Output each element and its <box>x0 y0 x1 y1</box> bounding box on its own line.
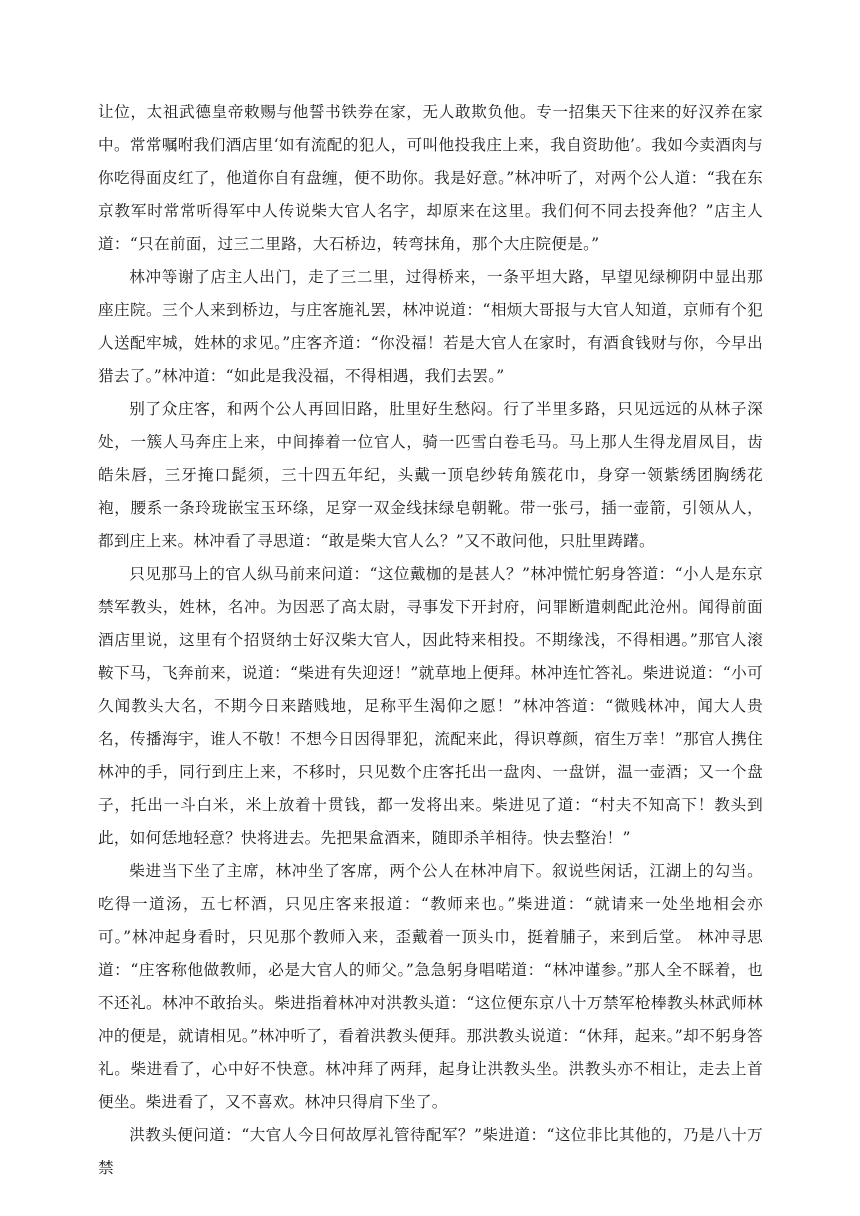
paragraph-3: 别了众庄客，和两个公人再回旧路，肚里好生愁闷。行了半里多路，只见远远的从林子深处，一簇人马奔庄上来，中间捧着一位官人，骑一匹雪白卷毛马。马上那人生得龙眉凤目，齿皓朱唇，三牙掩口髭须，三十四五年纪，头戴一顶皂纱转角簇花巾，身穿一领紫绣团胸绣花袍，腰系一条玲珑嵌宝玉环绦，足穿一双金线抹绿皂朝靴。带一张弓，插一壶箭，引领从人，都到庄上来。林冲看了寻思道：“敢是柴大官人么？”又不敢问他，只肚里踌躇。 <box>98 400 763 550</box>
paragraph-5: 柴进当下坐了主席，林冲坐了客席，两个公人在林冲肩下。叙说些闲话，江湖上的勾当。吃得一道汤，五七杯酒，只见庄客来报道：“教师来也。”柴进道：“就请来一处坐地相会亦可。”林冲起身看时，只见那个教师入来，歪戴着一顶头巾，挺着脯子，来到后堂。 林冲寻思道：“庄客称他做教师，必是大官人的师父。”急急躬身唱喏道：“林冲谨参。”那人全不睬着，也不还礼。林冲不敢抬头。柴进指着林冲对洪教头道：“这位便东京八十万禁军枪棒教头林武师林冲的便是，就请相见。”林冲听了，看着洪教头便拜。那洪教头说道：“休拜，起来。”却不躬身答礼。柴进看了，心中好不快意。林冲拜了两拜，起身让洪教头坐。洪教头亦不相让，走去上首便坐。柴进看了，又不喜欢。林冲只得肩下坐了。 <box>98 862 763 1111</box>
paragraph-6: 洪教头便问道：“大官人今日何故厚礼管待配军？”柴进道：“这位非比其他的，乃是八十万禁 <box>98 1126 763 1177</box>
paragraph-1: 让位，太祖武德皇帝敕赐与他誓书铁券在家，无人敢欺负他。专一招集天下往来的好汉养在家中。常常嘱咐我们酒店里‘如有流配的犯人，可叫他投我庄上来，我自资助他’。我如今卖酒肉与你吃得面皮红了，他道你自有盘缠，便不助你。我是好意。”林冲听了，对两个公人道：“我在东京教军时常常听得军中人传说柴大官人名字，却原来在这里。我们何不同去投奔他？”店主人道：“只在前面，过三二里路，大石桥边，转弯抹角，那个大庄院便是。” <box>98 103 763 253</box>
paragraph-4: 只见那马上的官人纵马前来问道：“这位戴枷的是甚人？”林冲慌忙躬身答道：“小人是东京禁军教头，姓林，名冲。为因恶了高太尉，寻事发下开封府，问罪断遣刺配此沧州。闻得前面酒店里说，这里有个招贤纳士好汉柴大官人，因此特来相投。不期缘浅，不得相遇。”那官人滚鞍下马，飞奔前来，说道：“柴进有失迎迓！”就草地上便拜。林冲连忙答礼。柴进说道：“小可久闻教头大名，不期今日来踏贱地，足称平生渴仰之愿！”林冲答道：“微贱林冲，闻大人贵名，传播海宇，谁人不敬！不想今日因得罪犯，流配来此，得识尊颜，宿生万幸！”那官人携住林冲的手，同行到庄上来，不移时，只见数个庄客托出一盘肉、一盘饼，温一壶酒；又一个盘子，托出一斗白米，米上放着十贯钱，都一发将出来。柴进见了道：“村夫不知高下！教头到此，如何恁地轻意？快将进去。先把果盒酒来，随即杀羊相待。快去整治！” <box>98 565 763 847</box>
body-text <box>98 96 763 1185</box>
paragraph-2: 林冲等谢了店主人出门，走了三二里，过得桥来，一条平坦大路，早望见绿柳阴中显出那座庄院。三个人来到桥边，与庄客施礼罢，林冲说道：“相烦大哥报与大官人知道，京师有个犯人送配牢城，姓林的求见。”庄客齐道：“你没福！若是大官人在家时，有酒食钱财与你，今早出猎去了。”林冲道：“如此是我没福，不得相遇，我们去罢。” <box>98 268 763 385</box>
